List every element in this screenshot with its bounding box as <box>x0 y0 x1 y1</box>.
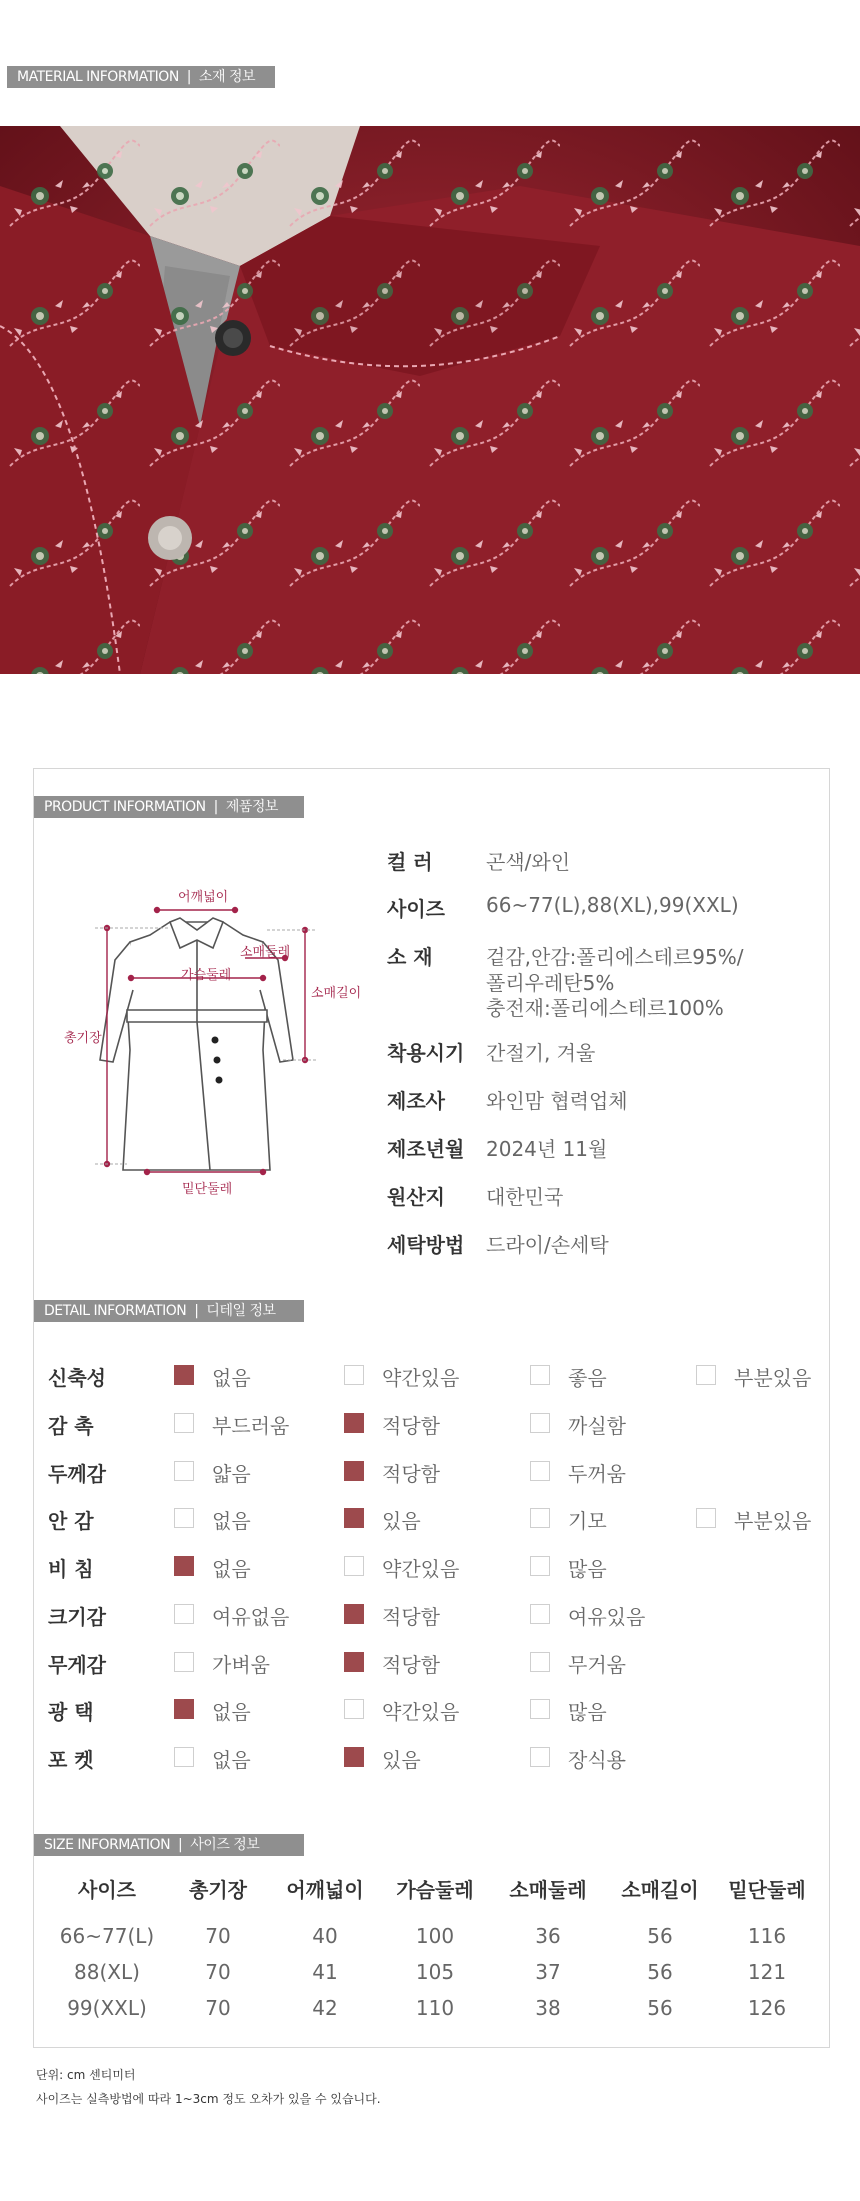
size-info-label: SIZE INFORMATION | 사이즈 정보 <box>34 1834 304 1856</box>
option-label: 없음 <box>212 1557 251 1581</box>
option-label: 가벼움 <box>212 1652 270 1677</box>
option-label: 적당함 <box>382 1413 440 1438</box>
option-label: 여유있음 <box>568 1604 646 1629</box>
detail-row-label: 비 침 <box>48 1557 94 1581</box>
diagram-label-shoulder: 어깨넓이 <box>178 890 229 905</box>
detail-row-label: 포 켓 <box>48 1748 94 1772</box>
option-checkbox <box>530 1747 550 1767</box>
size-table-cell: 99(XXL) <box>67 1996 147 2020</box>
option-checkbox <box>174 1508 194 1528</box>
option-label: 약간있음 <box>382 1700 460 1725</box>
option-label: 기모 <box>568 1509 607 1534</box>
detail-info-label-ko: 디테일 정보 <box>206 1303 276 1319</box>
product-info-label-en: PRODUCT INFORMATION <box>44 799 206 815</box>
size-table-cell: 126 <box>747 1996 787 2020</box>
product-key: 제조년월 <box>387 1137 465 1161</box>
detail-row-label: 안 감 <box>48 1509 94 1534</box>
diagram-label-total-len: 총기장 <box>64 1031 102 1046</box>
option-label: 여유없음 <box>212 1604 290 1629</box>
size-table-cell: 105 <box>415 1960 455 1984</box>
option-checkbox <box>696 1508 716 1528</box>
product-val: 간절기, 겨울 <box>486 1041 596 1065</box>
option-checkbox <box>530 1413 550 1433</box>
tolerance-note: 사이즈는 실측방법에 따라 1~3cm 정도 오차가 있을 수 있습니다. <box>36 2092 381 2106</box>
option-label: 없음 <box>212 1700 251 1725</box>
size-table-header: 밑단둘레 <box>728 1878 806 1902</box>
size-table-cell: 70 <box>205 1996 231 2020</box>
option-label: 없음 <box>212 1366 251 1390</box>
detail-row-label: 감 촉 <box>48 1413 94 1438</box>
option-checkbox <box>530 1461 550 1481</box>
size-table-cell: 116 <box>747 1924 787 1948</box>
unit-note: 단위: cm 센티미터 <box>36 2068 136 2082</box>
size-table-cell: 56 <box>647 1960 673 1984</box>
product-val-line3: 충전재:폴리에스테르100% <box>486 996 724 1020</box>
option-checkbox <box>530 1652 550 1672</box>
size-table-cell: 56 <box>647 1996 673 2020</box>
option-checkbox <box>344 1556 364 1576</box>
detail-row-label: 신축성 <box>48 1366 106 1390</box>
option-label: 무거움 <box>568 1652 626 1677</box>
option-label: 약간있음 <box>382 1366 460 1390</box>
option-label: 적당함 <box>382 1461 440 1486</box>
option-checkbox-checked <box>344 1508 364 1528</box>
size-table-header: 어깨넓이 <box>286 1878 364 1902</box>
material-info-label-ko: 소재 정보 <box>199 69 256 85</box>
material-info-label-en: MATERIAL INFORMATION <box>17 69 179 85</box>
option-label: 적당함 <box>382 1652 440 1677</box>
option-label: 두꺼움 <box>568 1461 626 1486</box>
detail-row-label: 두께감 <box>48 1461 106 1486</box>
option-label: 부분있음 <box>734 1366 812 1390</box>
size-table-header: 소매길이 <box>621 1878 699 1902</box>
size-table-cell: 42 <box>312 1996 338 2020</box>
product-val: 66~77(L),88(XL),99(XXL) <box>486 893 739 917</box>
size-table-cell: 66~77(L) <box>59 1924 155 1948</box>
size-info-label-ko: 사이즈 정보 <box>190 1837 260 1853</box>
option-label: 많음 <box>568 1557 607 1581</box>
product-key: 착용시기 <box>387 1041 465 1065</box>
diagram-label-sleeve-circ: 소매둘레 <box>240 945 291 960</box>
diagram-label-chest: 가슴둘레 <box>181 968 232 983</box>
option-checkbox-checked <box>174 1556 194 1576</box>
product-val: 대한민국 <box>486 1185 564 1209</box>
option-checkbox <box>530 1604 550 1624</box>
option-label: 적당함 <box>382 1604 440 1629</box>
product-val: 드라이/손세탁 <box>486 1233 609 1257</box>
material-info-label: MATERIAL INFORMATION | 소재 정보 <box>7 66 275 88</box>
size-table-header: 가슴둘레 <box>396 1878 474 1902</box>
option-label: 많음 <box>568 1700 607 1725</box>
option-checkbox-checked <box>174 1365 194 1385</box>
option-checkbox <box>344 1365 364 1385</box>
option-label: 없음 <box>212 1748 251 1772</box>
option-checkbox <box>174 1461 194 1481</box>
option-checkbox <box>174 1413 194 1433</box>
option-checkbox-checked <box>344 1604 364 1624</box>
option-checkbox <box>174 1652 194 1672</box>
size-table-cell: 70 <box>205 1924 231 1948</box>
size-table-cell: 70 <box>205 1960 231 1984</box>
size-info-label-en: SIZE INFORMATION <box>44 1837 171 1853</box>
product-key: 사이즈 <box>387 897 445 921</box>
fabric-photo-art <box>0 126 860 674</box>
product-key: 세탁방법 <box>387 1233 465 1257</box>
product-info-label-ko: 제품정보 <box>225 799 278 815</box>
product-val: 와인맘 협력업체 <box>486 1089 628 1113</box>
option-checkbox-checked <box>344 1413 364 1433</box>
option-label: 부드러움 <box>212 1413 290 1438</box>
detail-row-label: 크기감 <box>48 1604 106 1629</box>
size-table-cell: 40 <box>312 1924 338 1948</box>
size-table-cell: 100 <box>415 1924 455 1948</box>
detail-row-label: 무게감 <box>48 1652 106 1677</box>
option-checkbox <box>530 1556 550 1576</box>
product-key: 컬 러 <box>387 850 433 874</box>
product-key: 제조사 <box>387 1089 445 1113</box>
product-key: 원산지 <box>387 1185 445 1209</box>
option-label: 까실함 <box>568 1413 626 1438</box>
diagram-label-hem: 밑단둘레 <box>182 1182 233 1197</box>
size-table-header: 소매둘레 <box>509 1878 587 1902</box>
option-checkbox <box>530 1699 550 1719</box>
product-val: 곤색/와인 <box>486 850 571 874</box>
size-table-cell: 37 <box>535 1960 561 1984</box>
size-table-cell: 56 <box>647 1924 673 1948</box>
detail-info-label-en: DETAIL INFORMATION <box>44 1303 187 1319</box>
product-info-label: PRODUCT INFORMATION | 제품정보 <box>34 796 304 818</box>
size-table-cell: 121 <box>747 1960 787 1984</box>
option-label: 있음 <box>382 1748 421 1772</box>
option-label: 장식용 <box>568 1748 626 1772</box>
option-label: 얇음 <box>212 1461 251 1486</box>
detail-row-label: 광 택 <box>48 1700 94 1725</box>
size-table-cell: 38 <box>535 1996 561 2020</box>
size-table-header: 사이즈 <box>78 1878 136 1902</box>
option-checkbox <box>174 1747 194 1767</box>
option-checkbox <box>696 1365 716 1385</box>
diagram-label-sleeve-len: 소매길이 <box>311 986 362 1001</box>
size-table-cell: 41 <box>312 1960 338 1984</box>
size-table-header: 총기장 <box>189 1878 247 1902</box>
detail-info-label: DETAIL INFORMATION | 디테일 정보 <box>34 1300 304 1322</box>
option-label: 좋음 <box>568 1366 607 1390</box>
option-checkbox <box>174 1604 194 1624</box>
size-table-cell: 110 <box>415 1996 455 2020</box>
size-table-cell: 88(XL) <box>74 1960 140 1984</box>
option-label: 부분있음 <box>734 1509 812 1534</box>
option-checkbox <box>344 1699 364 1719</box>
option-label: 있음 <box>382 1509 421 1534</box>
option-checkbox <box>530 1508 550 1528</box>
option-checkbox-checked <box>344 1652 364 1672</box>
option-label: 약간있음 <box>382 1557 460 1581</box>
option-label: 없음 <box>212 1509 251 1534</box>
fabric-closeup-photo <box>0 126 860 674</box>
option-checkbox-checked <box>174 1699 194 1719</box>
product-val: 2024년 11월 <box>486 1137 608 1161</box>
product-key: 소 재 <box>387 945 433 969</box>
product-val-line2: 폴리우레탄5% <box>486 971 615 995</box>
option-checkbox-checked <box>344 1747 364 1767</box>
size-table-cell: 36 <box>535 1924 561 1948</box>
option-checkbox <box>530 1365 550 1385</box>
option-checkbox-checked <box>344 1461 364 1481</box>
product-val: 겉감,안감:폴리에스테르95%/ <box>486 945 744 969</box>
